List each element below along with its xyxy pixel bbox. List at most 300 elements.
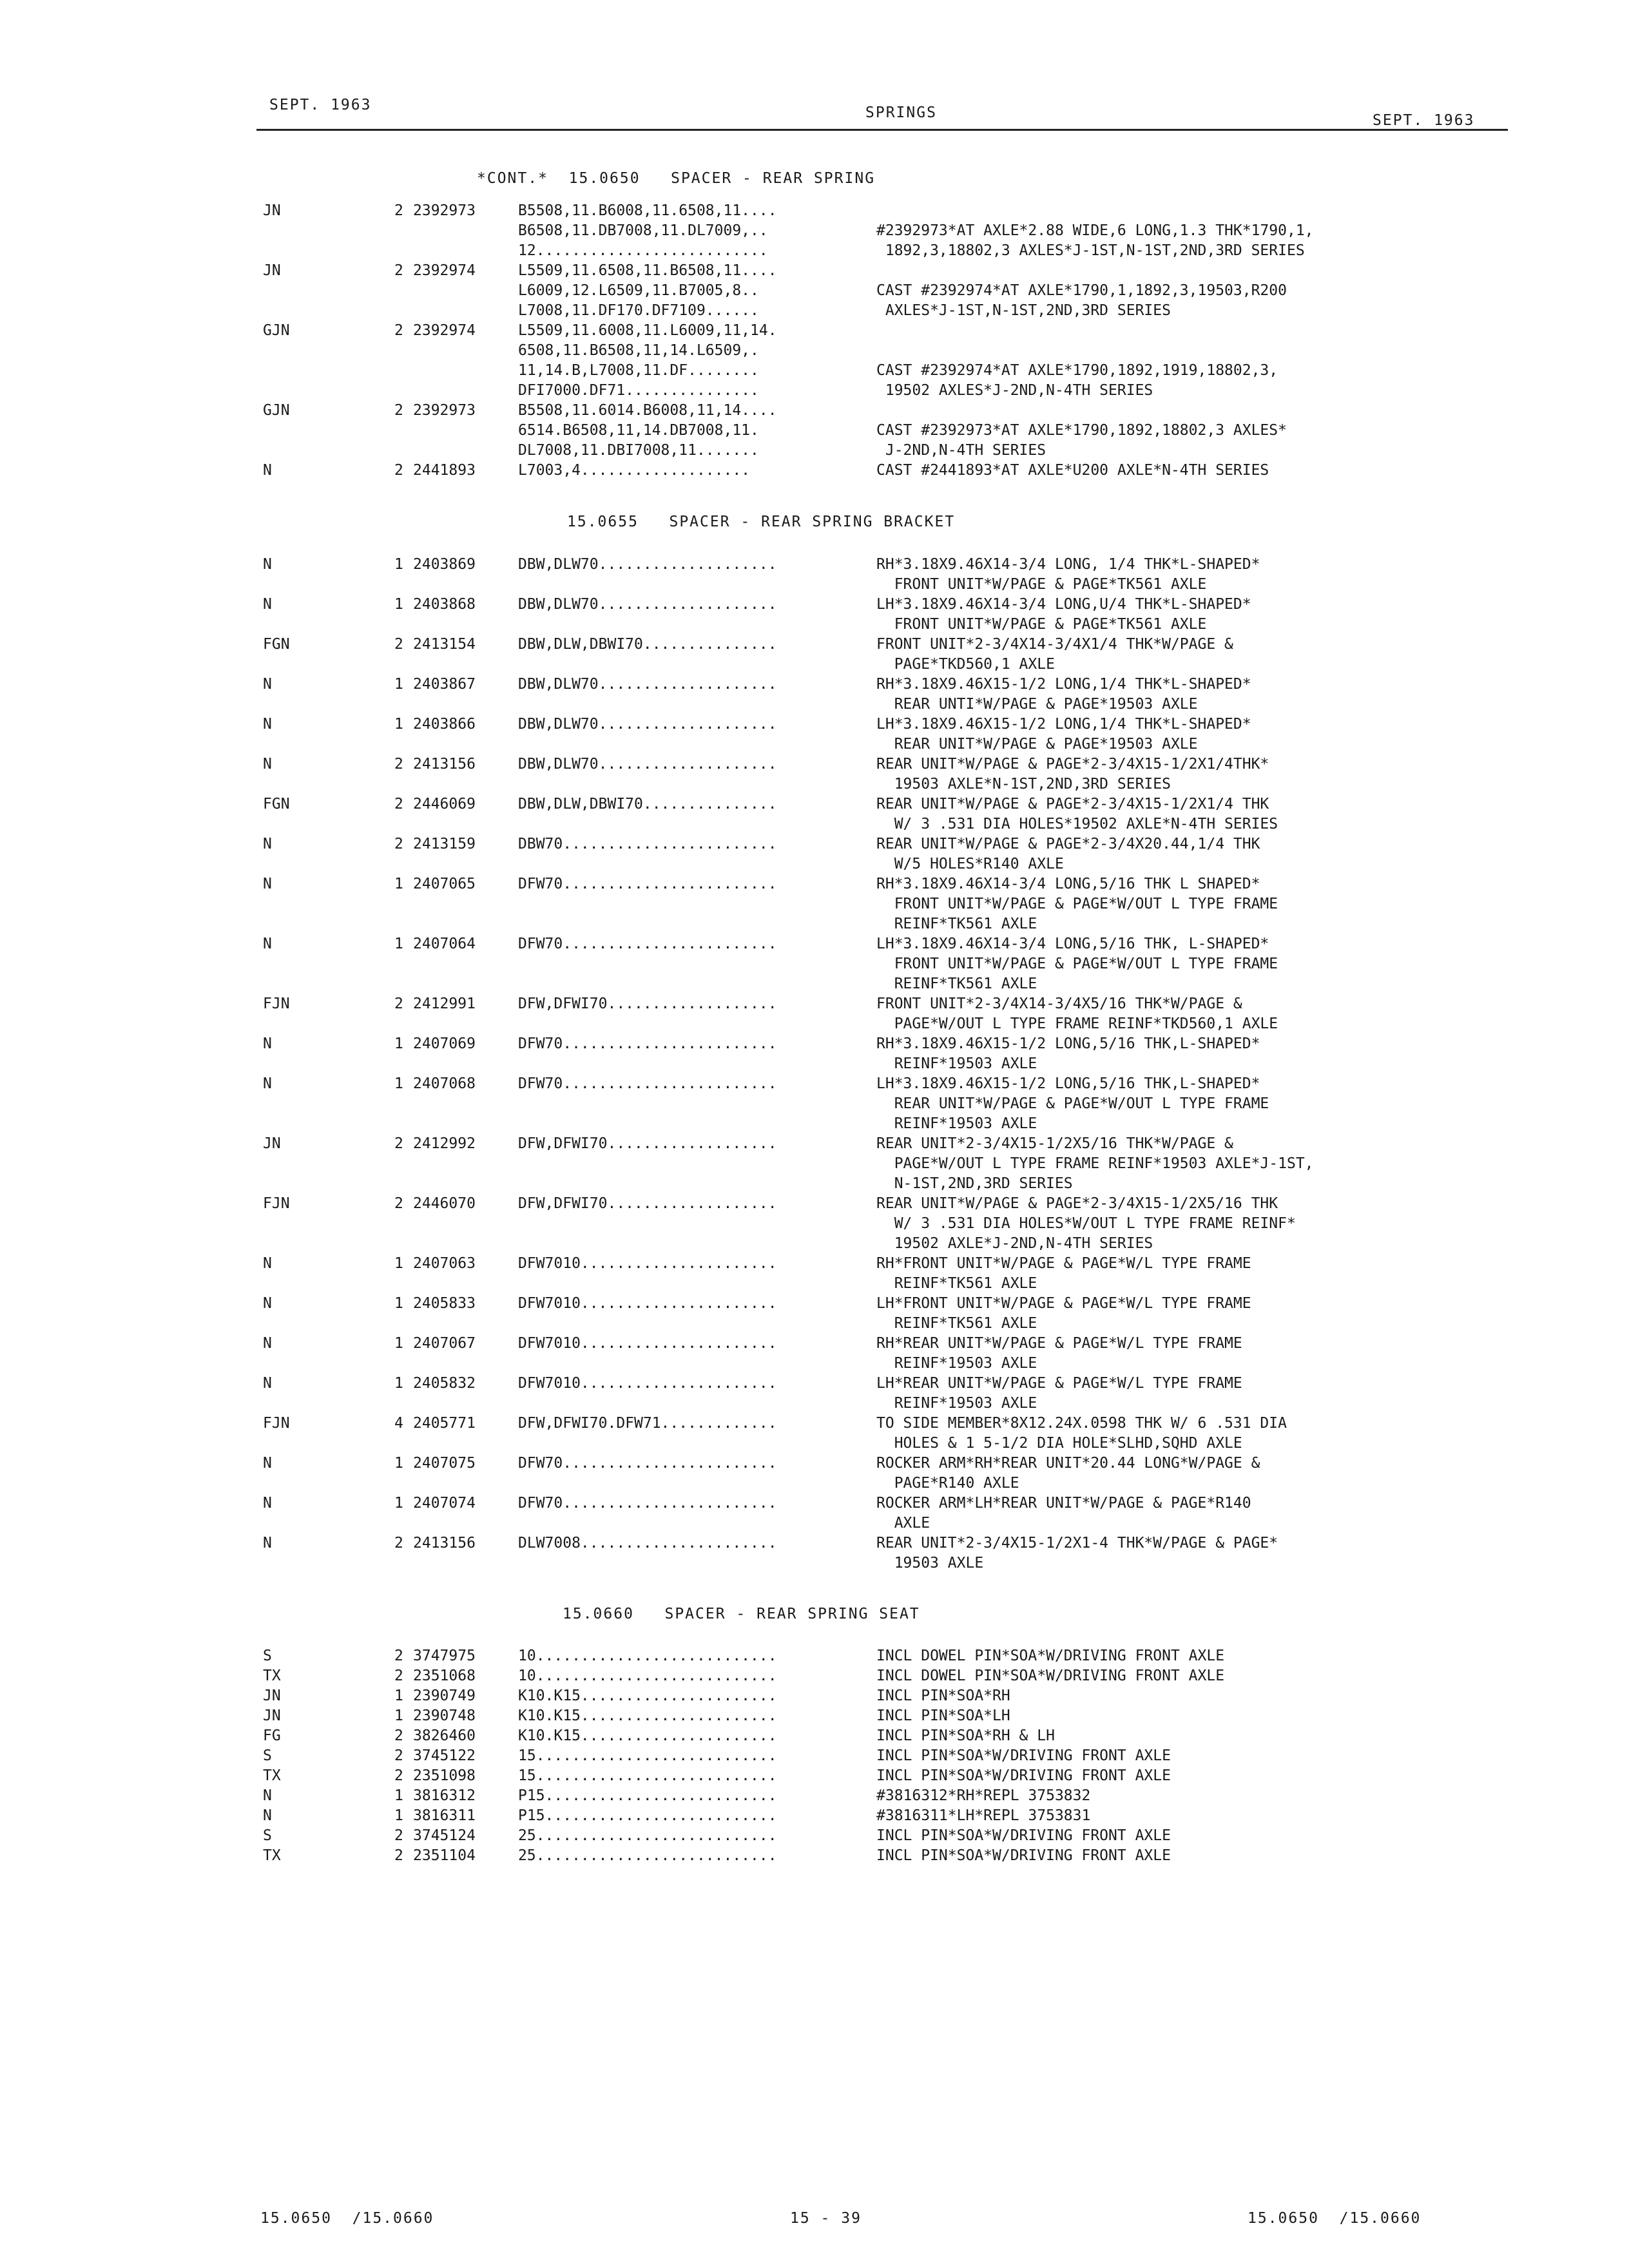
description: FRONT UNIT*2-3/4X14-3/4X5/16 THK*W/PAGE & [876,995,1242,1012]
parts-row [0,201,1629,221]
parts-row [0,735,1629,754]
part-number: 2412992 [413,1135,476,1152]
description: LH*FRONT UNIT*W/PAGE & PAGE*W/L TYPE FRAME [876,1295,1251,1312]
model-list: 10........................... [518,1648,777,1664]
quantity: 2 [394,636,403,653]
quantity: 1 [394,1495,403,1512]
quantity: 2 [394,1727,403,1744]
model-code: S [263,1648,272,1664]
description: LH*3.18X9.46X14-3/4 LONG,5/16 THK, L-SHAPED* [876,936,1269,952]
parts-row [0,1533,1629,1553]
model-list: DFW7010...................... [518,1375,777,1392]
model-code: N [263,936,272,952]
parts-row [0,381,1629,401]
part-number: 2392974 [413,262,476,279]
model-list: 25........................... [518,1847,777,1864]
description: INCL PIN*SOA*LH [876,1707,1010,1724]
description: ROCKER ARM*LH*REAR UNIT*W/PAGE & PAGE*R140 [876,1495,1251,1512]
description: PAGE*W/OUT L TYPE FRAME REINF*19503 AXLE*J-1ST, [876,1155,1314,1172]
section-title: *CONT.* 15.0650 SPACER - REAR SPRING [477,170,876,187]
description: FRONT UNIT*W/PAGE & PAGE*W/OUT L TYPE FRAME [876,896,1278,912]
quantity: 1 [394,1295,403,1312]
model-list: DBW,DLW,DBWI70............... [518,636,777,653]
parts-row [0,281,1629,301]
parts-row [0,1514,1629,1533]
model-list: DBW,DLW70.................... [518,756,777,773]
model-code: FGN [263,636,290,653]
model-code: FJN [263,1415,290,1432]
quantity: 2 [394,1747,403,1764]
model-code: N [263,1075,272,1092]
model-code: N [263,756,272,773]
description: TO SIDE MEMBER*8X12.24X.0598 THK W/ 6 .531 DIA [876,1415,1287,1432]
description: W/ 3 .531 DIA HOLES*19502 AXLE*N-4TH SERIES [876,816,1278,832]
model-list: DFW,DFWI70................... [518,1195,777,1212]
footer-right: 15.0650 /15.0660 [1248,2210,1422,2227]
parts-row [0,814,1629,834]
part-number: 3745122 [413,1747,476,1764]
quantity: 2 [394,462,403,479]
model-list: 25........................... [518,1827,777,1844]
quantity: 2 [394,1195,403,1212]
parts-row [0,1354,1629,1374]
parts-row [0,1174,1629,1194]
quantity: 2 [394,836,403,852]
parts-row [0,341,1629,361]
model-list: P15.......................... [518,1787,777,1804]
description: CAST #2441893*AT AXLE*U200 AXLE*N-4TH SERIES [876,462,1269,479]
description: INCL PIN*SOA*RH [876,1687,1010,1704]
model-list: DLW7008...................... [518,1535,777,1552]
part-number: 3816312 [413,1787,476,1804]
description: J-2ND,N-4TH SERIES [876,442,1046,459]
model-list: 6508,11.B6508,11,14.L6509,. [518,342,759,359]
description: AXLES*J-1ST,N-1ST,2ND,3RD SERIES [876,302,1171,319]
description: #3816312*RH*REPL 3753832 [876,1787,1091,1804]
part-number: 2403868 [413,596,476,613]
quantity: 1 [394,596,403,613]
page-number: 15 - 39 [790,2210,862,2227]
parts-row [0,401,1629,421]
description: PAGE*TKD560,1 AXLE [876,656,1055,673]
model-code: FJN [263,995,290,1012]
model-list: DFW70........................ [518,1455,777,1472]
description: 19503 AXLE*N-1ST,2ND,3RD SERIES [876,776,1171,793]
description: RH*3.18X9.46X15-1/2 LONG,5/16 THK,L-SHAPED* [876,1035,1260,1052]
parts-row [0,874,1629,894]
model-list: K10.K15...................... [518,1727,777,1744]
parts-row [0,635,1629,655]
parts-row [0,1214,1629,1234]
quantity: 1 [394,1075,403,1092]
parts-row [0,301,1629,321]
quantity: 1 [394,876,403,892]
description: FRONT UNIT*2-3/4X14-3/4X1/4 THK*W/PAGE & [876,636,1233,653]
model-list: B5508,11.6014.B6008,11,14.... [518,402,777,419]
description: INCL PIN*SOA*W/DRIVING FRONT AXLE [876,1827,1171,1844]
model-list: DBW,DLW70.................... [518,596,777,613]
parts-row [0,1094,1629,1114]
model-list: DFI7000.DF71............... [518,382,759,399]
description: FRONT UNIT*W/PAGE & PAGE*W/OUT L TYPE FRAME [876,956,1278,972]
model-list: L7008,11.DF170.DF7109...... [518,302,759,319]
model-code: JN [263,1135,281,1152]
parts-row [0,1374,1629,1394]
footer-left: 15.0650 /15.0660 [260,2210,434,2227]
parts-row [0,1646,1629,1666]
quantity: 2 [394,402,403,419]
quantity: 2 [394,756,403,773]
part-number: 2392973 [413,202,476,219]
description: FRONT UNIT*W/PAGE & PAGE*TK561 AXLE [876,576,1207,593]
parts-row [0,1314,1629,1334]
part-number: 2351068 [413,1667,476,1684]
parts-row [0,1826,1629,1846]
description: REAR UNIT*2-3/4X15-1/2X5/16 THK*W/PAGE & [876,1135,1233,1152]
parts-row [0,1846,1629,1866]
model-code: JN [263,1707,281,1724]
parts-row [0,1294,1629,1314]
parts-row [0,1553,1629,1573]
parts-row [0,934,1629,954]
description: RH*REAR UNIT*W/PAGE & PAGE*W/L TYPE FRAME [876,1335,1242,1352]
parts-row [0,1414,1629,1434]
model-list: 15........................... [518,1767,777,1784]
parts-row [0,1666,1629,1686]
quantity: 1 [394,1707,403,1724]
description: N-1ST,2ND,3RD SERIES [876,1175,1073,1192]
model-list: DFW,DFWI70................... [518,1135,777,1152]
quantity: 2 [394,1535,403,1552]
model-list: DFW7010...................... [518,1295,777,1312]
model-list: DBW70........................ [518,836,777,852]
description: LH*3.18X9.46X14-3/4 LONG,U/4 THK*L-SHAPED* [876,596,1251,613]
model-list: DBW,DLW,DBWI70............... [518,796,777,812]
model-code: N [263,1535,272,1552]
parts-row [0,1474,1629,1494]
description: CAST #2392974*AT AXLE*1790,1,1892,3,19503,R200 [876,282,1287,299]
parts-row [0,774,1629,794]
model-code: N [263,1455,272,1472]
parts-row [0,575,1629,595]
parts-row [0,461,1629,481]
model-list: B5508,11.B6008,11.6508,11.... [518,202,777,219]
model-code: JN [263,262,281,279]
parts-row [0,555,1629,575]
parts-row [0,1114,1629,1134]
description: ROCKER ARM*RH*REAR UNIT*20.44 LONG*W/PAGE & [876,1455,1260,1472]
model-code: N [263,1787,272,1804]
parts-row [0,1014,1629,1034]
part-number: 2407074 [413,1495,476,1512]
part-number: 2407067 [413,1335,476,1352]
parts-row [0,421,1629,441]
description: REINF*19503 AXLE [876,1115,1037,1132]
part-number: 2403869 [413,556,476,573]
description: REAR UNIT*W/PAGE & PAGE*2-3/4X15-1/2X5/16 THK [876,1195,1278,1212]
model-list: DFW,DFWI70................... [518,995,777,1012]
model-code: N [263,1335,272,1352]
part-number: 3747975 [413,1648,476,1664]
part-number: 2441893 [413,462,476,479]
parts-row [0,241,1629,261]
part-number: 2413156 [413,756,476,773]
model-list: 6514.B6508,11,14.DB7008,11. [518,422,759,439]
description: REAR UNIT*W/PAGE & PAGE*19503 AXLE [876,736,1198,753]
model-code: N [263,462,272,479]
description: LH*3.18X9.46X15-1/2 LONG,1/4 THK*L-SHAPED* [876,716,1251,733]
parts-row [0,1786,1629,1806]
model-code: N [263,1295,272,1312]
parts-row [0,261,1629,281]
description: PAGE*W/OUT L TYPE FRAME REINF*TKD560,1 AXLE [876,1015,1278,1032]
model-list: DBW,DLW70.................... [518,556,777,573]
model-code: GJN [263,322,290,339]
model-code: N [263,1255,272,1272]
description: RH*3.18X9.46X15-1/2 LONG,1/4 THK*L-SHAPED* [876,676,1251,693]
parts-row [0,221,1629,241]
model-code: TX [263,1667,281,1684]
parts-row [0,595,1629,615]
description: REINF*TK561 AXLE [876,1315,1037,1332]
parts-row [0,1766,1629,1786]
model-list: L5509,11.6008,11.L6009,11,14. [518,322,777,339]
quantity: 1 [394,716,403,733]
model-list: K10.K15...................... [518,1687,777,1704]
part-number: 2413159 [413,836,476,852]
model-code: N [263,716,272,733]
description: 19503 AXLE [876,1555,984,1571]
header-rule [256,129,1508,131]
quantity: 1 [394,1255,403,1272]
quantity: 2 [394,322,403,339]
model-list: 12.......................... [518,242,768,259]
description: RH*FRONT UNIT*W/PAGE & PAGE*W/L TYPE FRAME [876,1255,1251,1272]
parts-row [0,361,1629,381]
part-number: 3816311 [413,1807,476,1824]
parts-row [0,1726,1629,1746]
part-number: 2407075 [413,1455,476,1472]
model-list: DFW,DFWI70.DFW71............. [518,1415,777,1432]
part-number: 2405833 [413,1295,476,1312]
section-title: 15.0660 SPACER - REAR SPRING SEAT [563,1606,920,1622]
part-number: 2413154 [413,636,476,653]
parts-row [0,655,1629,675]
description: INCL PIN*SOA*W/DRIVING FRONT AXLE [876,1847,1171,1864]
description: 19502 AXLES*J-2ND,N-4TH SERIES [876,382,1153,399]
model-code: TX [263,1767,281,1784]
model-list: DFW70........................ [518,1495,777,1512]
quantity: 2 [394,1847,403,1864]
parts-row [0,1394,1629,1414]
parts-row [0,1234,1629,1254]
model-code: N [263,1807,272,1824]
part-number: 2403866 [413,716,476,733]
quantity: 2 [394,995,403,1012]
description: #2392973*AT AXLE*2.88 WIDE,6 LONG,1.3 THK*1790,1, [876,222,1314,239]
model-code: N [263,596,272,613]
model-code: S [263,1827,272,1844]
description: LH*REAR UNIT*W/PAGE & PAGE*W/L TYPE FRAME [876,1375,1242,1392]
description: #3816311*LH*REPL 3753831 [876,1807,1091,1824]
model-list: DFW7010...................... [518,1255,777,1272]
parts-row [0,1194,1629,1214]
part-number: 2412991 [413,995,476,1012]
part-number: 2392973 [413,402,476,419]
quantity: 2 [394,1648,403,1664]
header-left-date: SEPT. 1963 [269,97,372,113]
model-list: 15........................... [518,1747,777,1764]
description: REINF*19503 AXLE [876,1355,1037,1372]
model-code: FG [263,1727,281,1744]
part-number: 2413156 [413,1535,476,1552]
description: AXLE [876,1515,930,1532]
parts-row [0,1746,1629,1766]
parts-row [0,715,1629,735]
model-code: GJN [263,402,290,419]
model-list: DFW70........................ [518,936,777,952]
model-code: N [263,836,272,852]
parts-row [0,1274,1629,1294]
description: REINF*TK561 AXLE [876,1275,1037,1292]
part-number: 2407065 [413,876,476,892]
quantity: 2 [394,1667,403,1684]
model-list: DFW70........................ [518,876,777,892]
model-list: B6508,11.DB7008,11.DL7009,.. [518,222,768,239]
parts-row [0,1254,1629,1274]
description: REAR UNTI*W/PAGE & PAGE*19503 AXLE [876,696,1198,713]
description: INCL PIN*SOA*RH & LH [876,1727,1055,1744]
quantity: 1 [394,1807,403,1824]
description: LH*3.18X9.46X15-1/2 LONG,5/16 THK,L-SHAPED* [876,1075,1260,1092]
parts-row [0,1434,1629,1454]
parts-row [0,695,1629,715]
model-code: N [263,1495,272,1512]
part-number: 2351098 [413,1767,476,1784]
part-number: 2403867 [413,676,476,693]
model-list: DBW,DLW70.................... [518,676,777,693]
model-list: DFW7010...................... [518,1335,777,1352]
description: INCL DOWEL PIN*SOA*W/DRIVING FRONT AXLE [876,1648,1225,1664]
quantity: 2 [394,202,403,219]
description: W/5 HOLES*R140 AXLE [876,856,1064,872]
parts-row [0,954,1629,974]
parts-row [0,1454,1629,1474]
model-list: DFW70........................ [518,1075,777,1092]
parts-row [0,994,1629,1014]
quantity: 1 [394,1035,403,1052]
parts-row [0,441,1629,461]
part-number: 2407068 [413,1075,476,1092]
description: REAR UNIT*W/PAGE & PAGE*2-3/4X15-1/2X1/4THK* [876,756,1269,773]
description: HOLES & 1 5-1/2 DIA HOLE*SLHD,SQHD AXLE [876,1435,1242,1452]
model-code: S [263,1747,272,1764]
part-number: 2405832 [413,1375,476,1392]
parts-row [0,1134,1629,1154]
part-number: 2407064 [413,936,476,952]
part-number: 2446070 [413,1195,476,1212]
parts-row [0,1494,1629,1514]
quantity: 2 [394,796,403,812]
part-number: 3745124 [413,1827,476,1844]
quantity: 1 [394,936,403,952]
model-code: N [263,876,272,892]
model-list: 11,14.B,L7008,11.DF........ [518,362,759,379]
parts-row [0,615,1629,635]
parts-row [0,1806,1629,1826]
parts-row [0,675,1629,695]
description: 1892,3,18802,3 AXLES*J-1ST,N-1ST,2ND,3RD SERIES [876,242,1305,259]
model-list: DBW,DLW70.................... [518,716,777,733]
part-number: 2407063 [413,1255,476,1272]
description: RH*3.18X9.46X14-3/4 LONG, 1/4 THK*L-SHAPED* [876,556,1260,573]
model-code: FGN [263,796,290,812]
description: INCL PIN*SOA*W/DRIVING FRONT AXLE [876,1747,1171,1764]
part-number: 2392974 [413,322,476,339]
part-number: 2390749 [413,1687,476,1704]
model-list: 10........................... [518,1667,777,1684]
description: PAGE*R140 AXLE [876,1475,1019,1492]
parts-row [0,1054,1629,1074]
quantity: 1 [394,1335,403,1352]
model-list: P15.......................... [518,1807,777,1824]
part-number: 2407069 [413,1035,476,1052]
description: CAST #2392973*AT AXLE*1790,1892,18802,3 AXLES* [876,422,1287,439]
description: W/ 3 .531 DIA HOLES*W/OUT L TYPE FRAME REINF* [876,1215,1296,1232]
parts-row [0,794,1629,814]
model-code: FJN [263,1195,290,1212]
description: INCL DOWEL PIN*SOA*W/DRIVING FRONT AXLE [876,1667,1225,1684]
model-code: JN [263,202,281,219]
parts-row [0,1034,1629,1054]
quantity: 4 [394,1415,403,1432]
model-code: N [263,1035,272,1052]
parts-row [0,834,1629,854]
section-title: 15.0655 SPACER - REAR SPRING BRACKET [567,514,956,530]
description: 19502 AXLE*J-2ND,N-4TH SERIES [876,1235,1153,1252]
parts-row [0,1706,1629,1726]
parts-row [0,974,1629,994]
quantity: 1 [394,676,403,693]
model-list: DL7008,11.DBI7008,11....... [518,442,759,459]
part-number: 2390748 [413,1707,476,1724]
part-number: 3826460 [413,1727,476,1744]
description: REAR UNIT*W/PAGE & PAGE*W/OUT L TYPE FRAME [876,1095,1269,1112]
description: REINF*19503 AXLE [876,1055,1037,1072]
model-code: N [263,1375,272,1392]
description: RH*3.18X9.46X14-3/4 LONG,5/16 THK L SHAPED* [876,876,1260,892]
part-number: 2446069 [413,796,476,812]
model-code: JN [263,1687,281,1704]
description: REINF*19503 AXLE [876,1395,1037,1412]
quantity: 1 [394,1375,403,1392]
page-title: SPRINGS [865,104,937,121]
description: REAR UNIT*W/PAGE & PAGE*2-3/4X15-1/2X1/4 THK [876,796,1269,812]
quantity: 1 [394,1787,403,1804]
description: REINF*TK561 AXLE [876,916,1037,932]
description: REINF*TK561 AXLE [876,975,1037,992]
description: FRONT UNIT*W/PAGE & PAGE*TK561 AXLE [876,616,1207,633]
quantity: 2 [394,1827,403,1844]
parts-row [0,894,1629,914]
model-code: N [263,556,272,573]
quantity: 1 [394,1687,403,1704]
parts-row [0,854,1629,874]
parts-row [0,914,1629,934]
model-list: K10.K15...................... [518,1707,777,1724]
parts-row [0,1074,1629,1094]
quantity: 2 [394,1767,403,1784]
